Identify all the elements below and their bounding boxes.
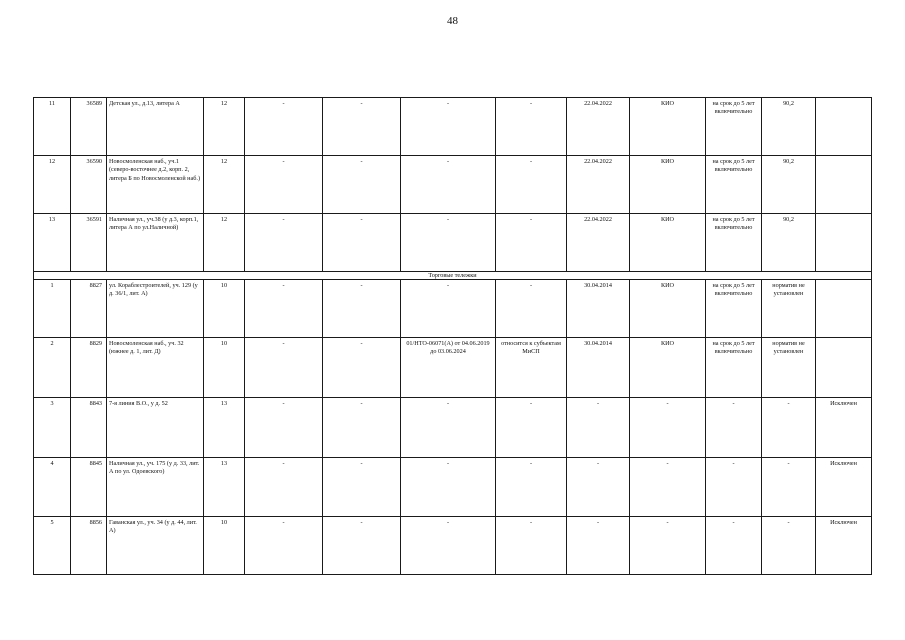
table-row: [34, 517, 872, 575]
term-cell: -: [706, 398, 762, 458]
contract-cell: -: [401, 156, 496, 214]
address-cell: 7-я линия В.О., у д. 52: [107, 398, 204, 458]
organization-cell: КИО: [630, 98, 706, 156]
organization-cell: КИО: [630, 156, 706, 214]
row-number-cell: 4: [34, 458, 71, 517]
contract-cell: -: [401, 280, 496, 338]
area-cell: 12: [204, 214, 245, 272]
col5-cell: -: [245, 98, 323, 156]
address-cell: Детская ул., д.13, литера А: [107, 98, 204, 156]
row-number-cell: 11: [34, 98, 71, 156]
contract-cell: 01/НТО-06071(А) от 04.06.2019 до 03.06.2024: [401, 338, 496, 398]
code-cell: 8845: [71, 458, 107, 517]
organization-cell: КИО: [630, 280, 706, 338]
address-cell: Гаванская ул., уч. 34 (у д. 44, лит. А): [107, 517, 204, 575]
col5-cell: -: [245, 280, 323, 338]
col6-cell: -: [323, 214, 401, 272]
col6-cell: -: [323, 280, 401, 338]
term-cell: на срок до 5 лет включительно: [706, 156, 762, 214]
table-row: [34, 156, 872, 214]
organization-cell: КИО: [630, 214, 706, 272]
row-number-cell: 5: [34, 517, 71, 575]
note-cell: [816, 156, 872, 214]
price-cell: норматив не установлен: [762, 338, 816, 398]
col6-cell: -: [323, 458, 401, 517]
price-cell: 90,2: [762, 156, 816, 214]
section-body: [34, 272, 872, 280]
price-cell: норматив не установлен: [762, 280, 816, 338]
date-cell: 30.04.2014: [567, 338, 630, 398]
col5-cell: -: [245, 517, 323, 575]
area-cell: 10: [204, 517, 245, 575]
col6-cell: -: [323, 156, 401, 214]
col5-cell: -: [245, 156, 323, 214]
organization-cell: КИО: [630, 338, 706, 398]
table-row: [34, 214, 872, 272]
status-cell: относится к субъектам МиСП: [496, 338, 567, 398]
col6-cell: -: [323, 398, 401, 458]
address-cell: Новосмоленская наб., уч.1 (северо-восточнее д.2, корп. 2, литера Б по Новосмоленской наб.): [107, 156, 204, 214]
page-number: 48: [447, 15, 458, 27]
note-cell: [816, 214, 872, 272]
term-cell: -: [706, 517, 762, 575]
col5-cell: -: [245, 398, 323, 458]
code-cell: 8829: [71, 338, 107, 398]
section-header-row: [34, 272, 872, 280]
section-title: Торговые тележки: [34, 272, 872, 280]
col5-cell: -: [245, 214, 323, 272]
code-cell: 8843: [71, 398, 107, 458]
date-cell: 30.04.2014: [567, 280, 630, 338]
address-cell: Новосмоленская наб., уч. 32 (южнее д. 1, лит. Д): [107, 338, 204, 398]
code-cell: 8856: [71, 517, 107, 575]
code-cell: 8827: [71, 280, 107, 338]
row-number-cell: 2: [34, 338, 71, 398]
table-row: [34, 98, 872, 156]
table-body-top: [34, 98, 872, 272]
col6-cell: -: [323, 338, 401, 398]
table-row: [34, 280, 872, 338]
table-row: [34, 458, 872, 517]
date-cell: 22.04.2022: [567, 214, 630, 272]
table-row: [34, 338, 872, 398]
status-cell: -: [496, 398, 567, 458]
date-cell: 22.04.2022: [567, 98, 630, 156]
price-cell: -: [762, 458, 816, 517]
date-cell: -: [567, 517, 630, 575]
term-cell: на срок до 5 лет включительно: [706, 98, 762, 156]
date-cell: -: [567, 458, 630, 517]
col6-cell: -: [323, 517, 401, 575]
area-cell: 12: [204, 156, 245, 214]
contract-cell: -: [401, 214, 496, 272]
date-cell: -: [567, 398, 630, 458]
contract-cell: -: [401, 517, 496, 575]
price-cell: 90,2: [762, 98, 816, 156]
price-cell: -: [762, 517, 816, 575]
contract-cell: -: [401, 458, 496, 517]
note-cell: Исключен: [816, 517, 872, 575]
row-number-cell: 1: [34, 280, 71, 338]
area-cell: 10: [204, 338, 245, 398]
table-body-bottom: [34, 280, 872, 575]
status-cell: -: [496, 280, 567, 338]
code-cell: 36589: [71, 98, 107, 156]
area-cell: 13: [204, 398, 245, 458]
area-cell: 12: [204, 98, 245, 156]
col5-cell: -: [245, 458, 323, 517]
status-cell: -: [496, 98, 567, 156]
area-cell: 10: [204, 280, 245, 338]
status-cell: -: [496, 458, 567, 517]
term-cell: -: [706, 458, 762, 517]
row-number-cell: 3: [34, 398, 71, 458]
status-cell: -: [496, 156, 567, 214]
row-number-cell: 13: [34, 214, 71, 272]
term-cell: на срок до 5 лет включительно: [706, 214, 762, 272]
organization-cell: -: [630, 398, 706, 458]
address-cell: Наличная ул., уч. 175 (у д. 33, лит. А по ул. Одоевского): [107, 458, 204, 517]
contract-cell: -: [401, 398, 496, 458]
price-cell: -: [762, 398, 816, 458]
organization-cell: -: [630, 517, 706, 575]
address-cell: Наличная ул., уч.38 (у д.3, корп.1, литера А по ул.Наличной): [107, 214, 204, 272]
note-cell: Исключен: [816, 458, 872, 517]
register-table: [33, 97, 872, 575]
code-cell: 36591: [71, 214, 107, 272]
organization-cell: -: [630, 458, 706, 517]
table-row: [34, 398, 872, 458]
status-cell: -: [496, 214, 567, 272]
note-cell: [816, 280, 872, 338]
term-cell: на срок до 5 лет включительно: [706, 280, 762, 338]
term-cell: на срок до 5 лет включительно: [706, 338, 762, 398]
col6-cell: -: [323, 98, 401, 156]
row-number-cell: 12: [34, 156, 71, 214]
address-cell: ул. Кораблестроителей, уч. 129 (у д. 36/1, лит. А): [107, 280, 204, 338]
col5-cell: -: [245, 338, 323, 398]
area-cell: 13: [204, 458, 245, 517]
note-cell: [816, 98, 872, 156]
date-cell: 22.04.2022: [567, 156, 630, 214]
code-cell: 36590: [71, 156, 107, 214]
price-cell: 90,2: [762, 214, 816, 272]
contract-cell: -: [401, 98, 496, 156]
note-cell: Исключен: [816, 398, 872, 458]
note-cell: [816, 338, 872, 398]
status-cell: -: [496, 517, 567, 575]
